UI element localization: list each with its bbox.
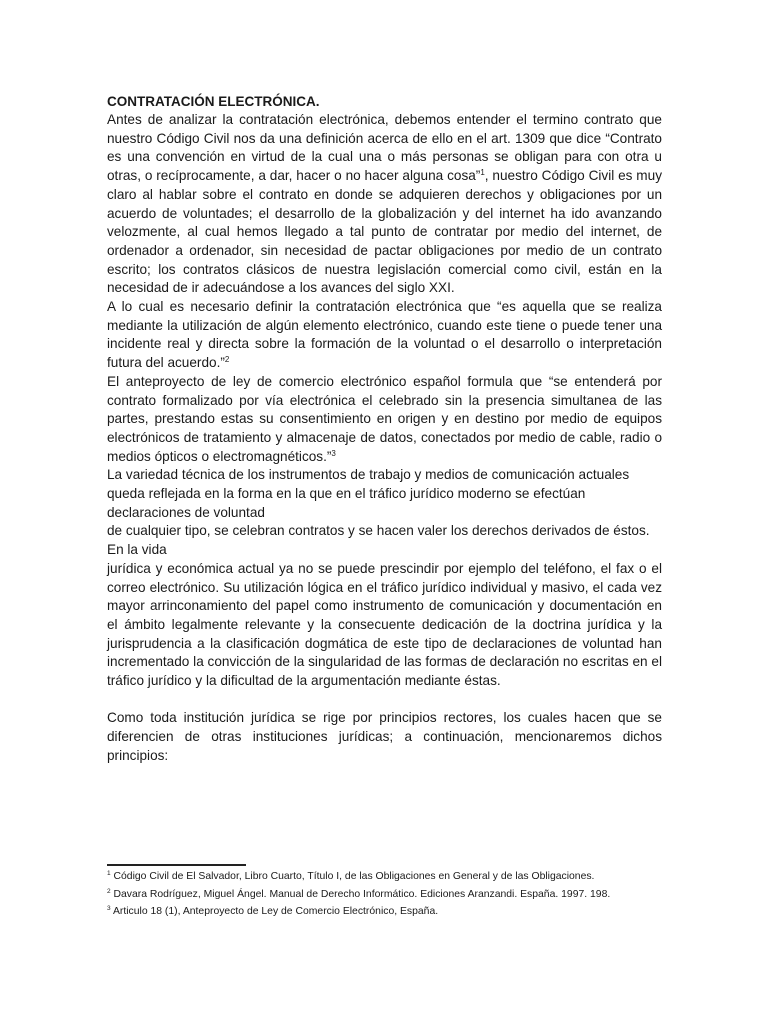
footnote-3-text: Articulo 18 (1), Anteproyecto de Ley de Comercio Electrónico, España. xyxy=(112,906,439,917)
document-title: CONTRATACIÓN ELECTRÓNICA. xyxy=(107,94,320,109)
footnote-2-text: Davara Rodríguez, Miguel Ángel. Manual de Derecho Informático. Ediciones Aranzandi. España. 1997. 198. xyxy=(113,888,611,900)
paragraph-gap xyxy=(107,691,662,710)
paragraph-3-text: El anteproyecto de ley de comercio electrónico español formula que “se entenderá por contrato formalizado por vía electrónica el celebrado sin la presencia simultanea de las partes, prestando estas su consentimiento en origen y en destino por medio de equipos electrónicos de tratamiento y almacenaje de datos, conectados por medio de cable, radio o medios ópticos o electromagnéticos.” xyxy=(107,373,662,464)
footnote-1-number: 1 xyxy=(107,870,111,877)
paragraph-4: La variedad técnica de los instrumentos de trabajo y medios de comunicación actuales queda reflejada en la forma en la que en el tráfico jurídico moderno se efectúan declaraciones de voluntad xyxy=(107,467,630,520)
footnote-ref-3[interactable]: 3 xyxy=(331,448,336,458)
paragraph-3 xyxy=(107,373,662,467)
document-body xyxy=(107,92,662,766)
footnote-3 xyxy=(107,903,667,921)
paragraph-1-text-b: , nuestro Código Civil es muy claro al hablar sobre el contrato en donde se adquieren derechos y obligaciones por un acuerdo de voluntades; el desarrollo de la globalización y del internet ha ido avanzando velozmente, al cual hemos llegado a tal punto de contratar por medio del internet, de ordenador a ordenador, sin necesidad de pactar obligaciones por medio de un contrato escrito; los contratos clásicos de nuestra legislación comercial como civil, están en la necesidad de ir adecuándose a los avances del siglo XXI. xyxy=(107,168,662,296)
footnote-1-text: Código Civil de El Salvador, Libro Cuarto, Título I, de las Obligaciones en General y de las Obligaciones. xyxy=(113,871,595,882)
paragraph-5: de cualquier tipo, se celebran contratos y se hacen valer los derechos derivados de éstos. En la vida xyxy=(107,523,650,558)
footnote-3-number: 3 xyxy=(107,905,111,912)
footnote-1 xyxy=(107,868,667,886)
paragraph-2 xyxy=(107,298,662,373)
paragraph-6: jurídica y económica actual ya no se puede prescindir por ejemplo del teléfono, el fax o el correo electrónico. Su utilización lógica en el tráfico jurídico individual y masivo, el cada vez mayor arrinconamiento del papel como instrumento de comunicación y documentación en el ámbito legalmente relevante y la consecuente dedicación de la doctrina jurídica y la jurisprudencia a la clasificación dogmática de este tipo de declaraciones de voluntad han incrementado la convicción de la singularidad de las formas de declaración no escritas en el tráfico jurídico y la dificultad de la argumentación mediante éstas. xyxy=(107,560,662,689)
footnote-ref-2[interactable]: 2 xyxy=(224,355,230,365)
paragraph-1-text-a: Antes de analizar la contratación electrónica, debemos entender el termino contrato que nuestro Código Civil nos da una definición acerca de ello en el art. 1309 que dice “Contrato es una convención en virtud de la cual una o más personas se obligan para con otra u otras, o recíprocamente, a dar, hacer o no hacer alguna cosa” xyxy=(107,112,662,184)
footnotes xyxy=(107,868,667,921)
footnote-2 xyxy=(107,886,667,904)
footnote-separator xyxy=(107,864,246,866)
paragraph-1 xyxy=(107,111,662,298)
footnote-2-number: 2 xyxy=(107,887,111,895)
paragraph-7: Como toda institución jurídica se rige por principios rectores, los cuales hacen que se diferencien de otras instituciones jurídicas; a continuación, mencionaremos dichos principios: xyxy=(107,710,662,763)
footnote-ref-1[interactable]: 1 xyxy=(480,168,485,178)
paragraph-2-text: A lo cual es necesario definir la contratación electrónica que “es aquella que se realiza mediante la utilización de algún elemento electrónico, cuando este tiene o puede tener una incidente real y directa sobre la formación de la voluntad o el desarrollo o interpretación futura del acuerdo.” xyxy=(107,299,662,371)
